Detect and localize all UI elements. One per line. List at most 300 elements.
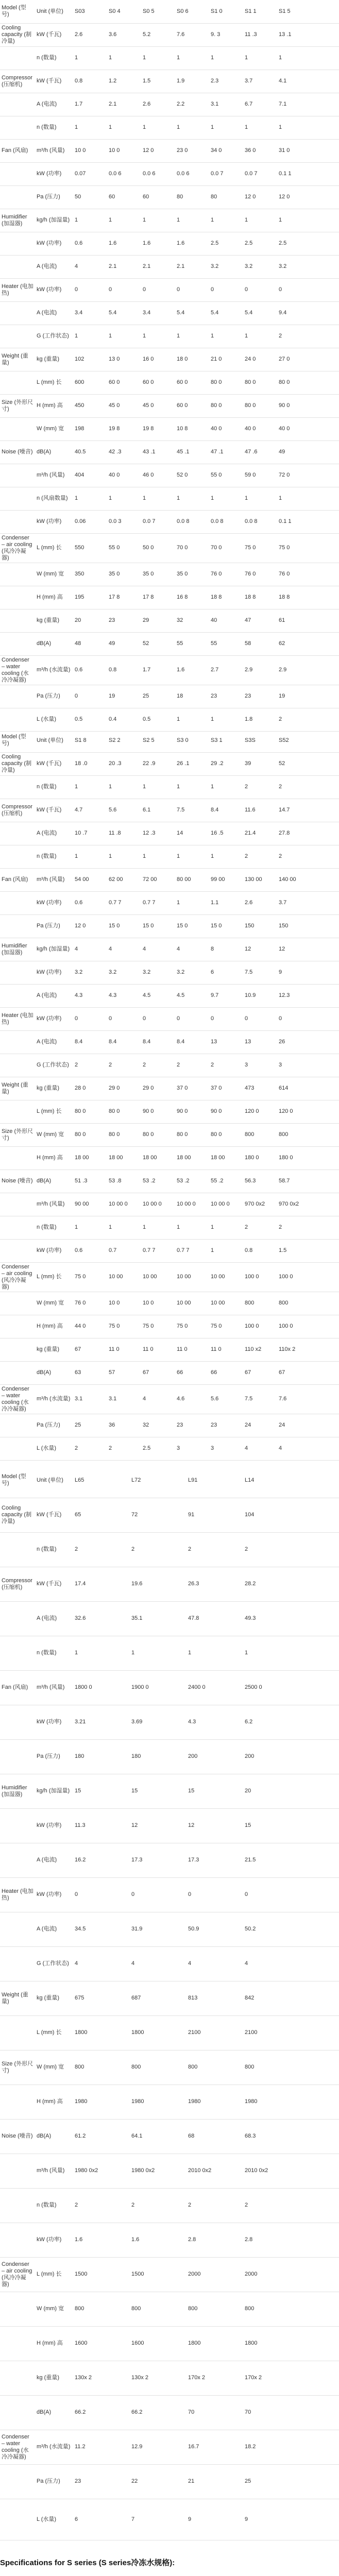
table-cell: 0.0 7 xyxy=(141,510,175,533)
table-cell: 54 00 xyxy=(73,868,107,891)
table-cell: 1.5 xyxy=(141,70,175,93)
table-cell: 18 xyxy=(175,685,209,708)
table-cell: 1 xyxy=(175,891,209,914)
table-cell: 10 8 xyxy=(175,417,209,440)
table-cell: 49 xyxy=(277,440,339,464)
table-cell: 0.0 7 xyxy=(209,162,243,185)
table-cell: 72 00 xyxy=(141,868,175,891)
row-unit-label: n (数量) xyxy=(35,116,73,139)
table-cell: 61 xyxy=(277,609,339,632)
table-cell: 4.3 xyxy=(107,984,141,1007)
table-cell: 1 xyxy=(175,845,209,868)
table-cell: 10 0 xyxy=(107,139,141,162)
table-row xyxy=(0,2223,339,2257)
table-cell: 2 xyxy=(243,845,277,868)
table-row xyxy=(0,799,339,822)
table-row xyxy=(0,116,339,139)
table-cell: 1 xyxy=(209,1216,243,1239)
table-cell: 53 .2 xyxy=(175,1170,209,1193)
table-cell: 26.3 xyxy=(187,1567,243,1601)
row-unit-label: kW (功率) xyxy=(35,961,73,984)
table-row xyxy=(0,2499,339,2540)
spec-table-3 xyxy=(0,1463,339,2540)
table-cell: 1.6 xyxy=(73,2223,130,2257)
table-cell: 18 8 xyxy=(243,586,277,609)
table-row xyxy=(0,1567,339,1601)
table-cell: 21.5 xyxy=(243,1843,339,1877)
row-item-label xyxy=(0,1705,35,1739)
row-item-label xyxy=(0,2154,35,2188)
table-cell: 10.9 xyxy=(243,984,277,1007)
row-unit-label: kg/h (加湿量) xyxy=(35,209,73,232)
table-cell: 1 xyxy=(73,116,107,139)
table-cell: 4 xyxy=(107,938,141,961)
table-cell: 100 0 xyxy=(277,1262,339,1292)
table-row xyxy=(0,609,339,632)
row-item-label xyxy=(0,1946,35,1981)
table-cell: 110x 2 xyxy=(277,1338,339,1361)
table-cell: 80 0 xyxy=(209,394,243,417)
table-cell: 10 .7 xyxy=(73,822,107,845)
table-cell: 18 00 xyxy=(141,1146,175,1170)
table-cell: 2 xyxy=(243,775,277,799)
table-cell: 2.5 xyxy=(243,232,277,255)
table-cell: 2.8 xyxy=(187,2223,243,2257)
table-cell: 29 .2 xyxy=(209,752,243,775)
table-cell: 18 00 xyxy=(175,1146,209,1170)
table-cell: 0.7 7 xyxy=(107,891,141,914)
table-cell: 1.8 xyxy=(243,708,277,731)
row-item-label xyxy=(0,961,35,984)
table-row xyxy=(0,2326,339,2361)
row-unit-label: kg (重量) xyxy=(35,1338,73,1361)
row-unit-label: G (工作状态) xyxy=(35,1054,73,1077)
table-cell: 2400 0 xyxy=(187,1670,243,1705)
row-item-label: Noise (噪音) xyxy=(0,2119,35,2154)
table-cell: 20 xyxy=(243,1774,339,1808)
table-cell: 29 0 xyxy=(141,1077,175,1100)
table-cell: 80 0 xyxy=(243,394,277,417)
table-cell: 12.9 xyxy=(130,2430,187,2464)
table-cell: 1 xyxy=(107,209,141,232)
table-row xyxy=(0,417,339,440)
table-cell: 11 .3 xyxy=(243,23,277,46)
table-cell: 2.9 xyxy=(277,655,339,685)
table-row xyxy=(0,1239,339,1262)
table-cell: 4 xyxy=(73,255,107,278)
table-row xyxy=(0,2050,339,2084)
row-item-label xyxy=(0,1361,35,1384)
table-cell: 47 .6 xyxy=(243,440,277,464)
table-cell: 1600 xyxy=(130,2326,187,2361)
row-item-label: Heater (电加热) xyxy=(0,1877,35,1912)
table-cell: 180 0 xyxy=(277,1146,339,1170)
table-cell: 4.6 xyxy=(175,1384,209,1414)
table-cell: 12 xyxy=(243,938,277,961)
table-cell: 1 xyxy=(141,116,175,139)
table-cell: 0.0 8 xyxy=(175,510,209,533)
table-cell: 2 xyxy=(209,1054,243,1077)
table-cell: 2 xyxy=(277,845,339,868)
table-row xyxy=(0,487,339,510)
table-cell: 614 xyxy=(277,1077,339,1100)
table-cell: 23 xyxy=(209,685,243,708)
table-cell: 34 0 xyxy=(209,139,243,162)
row-unit-label: Pa (压力) xyxy=(35,185,73,209)
table-cell: 66.2 xyxy=(130,2395,187,2430)
table-cell: 17.3 xyxy=(187,1843,243,1877)
table-row xyxy=(0,533,339,563)
table-cell: 2.5 xyxy=(141,1437,175,1460)
row-item-label xyxy=(0,984,35,1007)
table-row xyxy=(0,1739,339,1774)
table-cell: 15 0 xyxy=(141,914,175,938)
row-item-label xyxy=(0,1808,35,1843)
table-cell: 80 0 xyxy=(209,371,243,394)
table-cell: 12 .3 xyxy=(141,822,175,845)
table-cell: 27 0 xyxy=(277,348,339,371)
row-item-label xyxy=(0,1739,35,1774)
row-item-label xyxy=(0,2292,35,2326)
table-row xyxy=(0,2464,339,2499)
table-cell: 0.5 xyxy=(141,708,175,731)
table-cell: 1 xyxy=(175,325,209,348)
table-cell: 15 xyxy=(243,1808,339,1843)
table-cell: 80 0 xyxy=(107,1100,141,1123)
table-cell: 3.2 xyxy=(243,255,277,278)
table-row xyxy=(0,1808,339,1843)
table-row xyxy=(0,1007,339,1030)
table-cell: 0.06 xyxy=(73,510,107,533)
table-row xyxy=(0,2257,339,2292)
table-cell: 1 xyxy=(209,116,243,139)
table-cell: 195 xyxy=(73,586,107,609)
table-cell: 2 xyxy=(73,1532,130,1567)
table-cell: 800 xyxy=(130,2292,187,2326)
table-cell: 800 xyxy=(277,1123,339,1146)
table-row xyxy=(0,1170,339,1193)
table-cell: 91 xyxy=(187,1498,243,1532)
table-cell: 60 xyxy=(141,185,175,209)
table-cell: 67 xyxy=(277,1361,339,1384)
table-cell: L91 xyxy=(187,1463,243,1498)
row-item-label: Fan (风扇) xyxy=(0,1670,35,1705)
table-cell: 15 0 xyxy=(107,914,141,938)
table-cell: 1 xyxy=(73,775,107,799)
row-unit-label: dB(A) xyxy=(35,1170,73,1193)
table-cell: 2 xyxy=(277,1216,339,1239)
table-cell: 70 0 xyxy=(175,533,209,563)
table-cell: 17 8 xyxy=(107,586,141,609)
table-cell: 2 xyxy=(107,1437,141,1460)
row-item-label xyxy=(0,914,35,938)
table-row xyxy=(0,139,339,162)
table-cell: 4 xyxy=(243,1437,277,1460)
row-unit-label: m³/h (风量) xyxy=(35,868,73,891)
table-cell: 15 xyxy=(187,1774,243,1808)
row-item-label: Compressor (压缩机) xyxy=(0,799,35,822)
table-cell: 800 xyxy=(243,2292,339,2326)
row-item-label xyxy=(0,1437,35,1460)
row-unit-label: A (电流) xyxy=(35,1912,73,1946)
row-item-label xyxy=(0,775,35,799)
table-cell: 2.6 xyxy=(141,93,175,116)
table-cell: 23 xyxy=(209,1414,243,1437)
table-cell: 0 xyxy=(175,278,209,301)
table-cell: 67 xyxy=(141,1361,175,1384)
table-cell: 2 xyxy=(243,1532,339,1567)
row-unit-label: W (mm) 宽 xyxy=(35,563,73,586)
row-item-label: Condenser – air cooling (风冷冷凝器) xyxy=(0,2257,35,2292)
table-cell: 16.2 xyxy=(73,1843,130,1877)
row-item-label xyxy=(0,2499,35,2540)
table-cell: 2 xyxy=(175,1054,209,1077)
table-cell: 35 0 xyxy=(175,563,209,586)
row-item-label: Noise (噪音) xyxy=(0,1170,35,1193)
table-cell: 800 xyxy=(73,2050,130,2084)
table-cell: 1.6 xyxy=(175,655,209,685)
row-unit-label: kW (千瓦) xyxy=(35,752,73,775)
row-item-label xyxy=(0,185,35,209)
table-cell: 7.1 xyxy=(277,93,339,116)
row-unit-label: H (mm) 高 xyxy=(35,586,73,609)
row-unit-label: kW (功率) xyxy=(35,1808,73,1843)
table-cell: 7 xyxy=(130,2499,187,2540)
table-cell: S1 0 xyxy=(209,0,243,23)
table-row xyxy=(0,209,339,232)
table-cell: 21 0 xyxy=(209,348,243,371)
table-cell: 1 xyxy=(141,1216,175,1239)
row-item-label xyxy=(0,1239,35,1262)
table-cell: 180 xyxy=(130,1739,187,1774)
row-unit-label: A (电流) xyxy=(35,255,73,278)
table-cell: 3 xyxy=(175,1437,209,1460)
table-cell: 0 xyxy=(73,1877,130,1912)
table-cell: 1980 0x2 xyxy=(130,2154,187,2188)
spec-table-1 xyxy=(0,0,339,732)
table-cell: 24 xyxy=(277,1414,339,1437)
table-cell: 5.4 xyxy=(107,301,141,325)
row-unit-label: dB(A) xyxy=(35,2119,73,2154)
table-cell: 0.0 7 xyxy=(243,162,277,185)
row-unit-label: n (数量) xyxy=(35,1636,73,1670)
row-unit-label: kg (重量) xyxy=(35,2361,73,2395)
table-cell: 45 0 xyxy=(107,394,141,417)
row-item-label xyxy=(0,464,35,487)
table-cell: 800 xyxy=(243,2050,339,2084)
row-unit-label: L (mm) 长 xyxy=(35,2257,73,2292)
table-cell: 0.7 7 xyxy=(141,891,175,914)
row-unit-label: kW (功率) xyxy=(35,891,73,914)
row-item-label xyxy=(0,510,35,533)
table-cell: 1800 xyxy=(130,2015,187,2050)
table-row xyxy=(0,371,339,394)
table-cell: 90 0 xyxy=(141,1100,175,1123)
table-row xyxy=(0,632,339,655)
table-cell: 11.2 xyxy=(73,2430,130,2464)
table-cell: 0.8 xyxy=(243,1239,277,1262)
table-row xyxy=(0,348,339,371)
table-cell: 130x 2 xyxy=(130,2361,187,2395)
row-unit-label: n (数量) xyxy=(35,46,73,70)
table-row xyxy=(0,1262,339,1292)
table-cell: 25 xyxy=(243,2464,339,2499)
spec-table xyxy=(0,729,339,1461)
table-cell: 3.7 xyxy=(243,70,277,93)
table-cell: S1 5 xyxy=(277,0,339,23)
table-cell: 19 8 xyxy=(107,417,141,440)
table-cell: 2 xyxy=(73,1437,107,1460)
table-cell: 67 xyxy=(73,1338,107,1361)
table-cell: 75 0 xyxy=(73,1262,107,1292)
row-item-label xyxy=(0,609,35,632)
row-item-label xyxy=(0,301,35,325)
table-cell: 60 0 xyxy=(175,394,209,417)
table-cell: 3.4 xyxy=(73,301,107,325)
table-cell: 47.8 xyxy=(187,1601,243,1636)
table-cell: 2 xyxy=(141,1054,175,1077)
table-cell: 180 0 xyxy=(243,1146,277,1170)
row-unit-label: kW (千瓦) xyxy=(35,70,73,93)
row-unit-label: kW (功率) xyxy=(35,232,73,255)
table-cell: 0.6 xyxy=(73,1239,107,1262)
table-row xyxy=(0,2395,339,2430)
table-cell: 170x 2 xyxy=(187,2361,243,2395)
row-unit-label: n (风扇数量) xyxy=(35,487,73,510)
row-item-label xyxy=(0,1292,35,1315)
table-cell: 0 xyxy=(73,278,107,301)
table-cell: S52 xyxy=(277,729,339,752)
row-unit-label: kW (功率) xyxy=(35,2223,73,2257)
table-cell: 24 xyxy=(243,1414,277,1437)
table-cell: 1 xyxy=(209,1239,243,1262)
table-cell: 100 0 xyxy=(243,1262,277,1292)
table-row xyxy=(0,1463,339,1498)
row-unit-label: G (工作状态) xyxy=(35,325,73,348)
row-unit-label: Pa (压力) xyxy=(35,685,73,708)
table-cell: 2.1 xyxy=(141,255,175,278)
table-cell: 28 0 xyxy=(73,1077,107,1100)
table-cell: 4 xyxy=(130,1946,187,1981)
table-cell: 1 xyxy=(243,325,277,348)
table-cell: 2 xyxy=(107,1054,141,1077)
table-cell: 40 0 xyxy=(107,464,141,487)
table-cell: 16 .5 xyxy=(209,822,243,845)
table-cell: 58 xyxy=(243,632,277,655)
table-cell: 110 x2 xyxy=(243,1338,277,1361)
table-cell: 12 0 xyxy=(277,185,339,209)
table-cell: 150 xyxy=(243,914,277,938)
table-cell: 6 xyxy=(73,2499,130,2540)
table-row xyxy=(0,822,339,845)
table-cell: 1 xyxy=(141,209,175,232)
table-cell: 2.6 xyxy=(73,23,107,46)
row-item-label: Model (型号) xyxy=(0,729,35,752)
table-cell: 0.6 xyxy=(73,891,107,914)
table-cell: 1 xyxy=(243,487,277,510)
row-item-label: Heater (电加热) xyxy=(0,278,35,301)
table-cell: 7.5 xyxy=(175,799,209,822)
table-cell: 15 0 xyxy=(175,914,209,938)
row-item-label: Cooling capacity (制冷量) xyxy=(0,23,35,46)
table-cell: 15 xyxy=(130,1774,187,1808)
row-unit-label: m³/h (水流量) xyxy=(35,655,73,685)
table-row xyxy=(0,914,339,938)
table-cell: 80 0 xyxy=(277,371,339,394)
table-row xyxy=(0,510,339,533)
table-cell: 3.4 xyxy=(141,301,175,325)
table-row xyxy=(0,655,339,685)
table-cell: 46 0 xyxy=(141,464,175,487)
row-unit-label: m³/h (风量) xyxy=(35,464,73,487)
table-cell: 14 xyxy=(175,822,209,845)
row-item-label xyxy=(0,708,35,731)
row-item-label: Size (外形尺寸) xyxy=(0,394,35,417)
row-item-label xyxy=(0,1216,35,1239)
row-item-label xyxy=(0,371,35,394)
row-item-label xyxy=(0,2015,35,2050)
table-cell: 0.8 xyxy=(73,70,107,93)
table-cell: 60 0 xyxy=(107,371,141,394)
table-cell: 4 xyxy=(175,938,209,961)
table-cell: 1 xyxy=(107,845,141,868)
table-cell: 4.3 xyxy=(187,1705,243,1739)
table-cell: S2 5 xyxy=(141,729,175,752)
table-cell: 10 00 xyxy=(209,1262,243,1292)
table-cell: 2000 xyxy=(187,2257,243,2292)
table-cell: 350 xyxy=(73,563,107,586)
table-cell: 44 0 xyxy=(73,1315,107,1338)
table-row xyxy=(0,1193,339,1216)
table-cell: 55 .2 xyxy=(209,1170,243,1193)
table-cell: 10 00 xyxy=(175,1262,209,1292)
table-cell: 100 0 xyxy=(277,1315,339,1338)
table-row xyxy=(0,938,339,961)
table-cell: 10 00 0 xyxy=(175,1193,209,1216)
table-cell: 120 0 xyxy=(243,1100,277,1123)
table-cell: 22 xyxy=(130,2464,187,2499)
row-item-label xyxy=(0,1601,35,1636)
table-cell: 10 00 xyxy=(209,1292,243,1315)
table-cell: 3.1 xyxy=(209,93,243,116)
table-cell: 11 0 xyxy=(107,1338,141,1361)
table-cell: 90 0 xyxy=(277,394,339,417)
table-cell: 80 0 xyxy=(73,1123,107,1146)
table-cell: 4.5 xyxy=(141,984,175,1007)
table-cell: 6 xyxy=(209,961,243,984)
table-row xyxy=(0,1030,339,1054)
table-cell: 1 xyxy=(175,775,209,799)
table-cell: 18 00 xyxy=(209,1146,243,1170)
row-item-label: Condenser – water cooling (水冷冷凝器) xyxy=(0,655,35,685)
row-unit-label: A (电流) xyxy=(35,1843,73,1877)
table-cell: 1980 xyxy=(73,2084,130,2119)
table-cell: 970 0x2 xyxy=(243,1193,277,1216)
table-cell: 1 xyxy=(73,487,107,510)
table-cell: 5.2 xyxy=(141,23,175,46)
table-cell: 17 8 xyxy=(141,586,175,609)
table-cell: S0 5 xyxy=(141,0,175,23)
row-unit-label: m³/h (风量) xyxy=(35,1193,73,1216)
row-item-label: Cooling capacity (制冷量) xyxy=(0,1498,35,1532)
row-item-label: Model (型号) xyxy=(0,0,35,23)
row-unit-label: L (mm) 长 xyxy=(35,2015,73,2050)
row-unit-label: kg (重量) xyxy=(35,348,73,371)
table-cell: 2 xyxy=(187,2188,243,2223)
table-cell: 1800 0 xyxy=(73,1670,130,1705)
table-cell: 6.7 xyxy=(243,93,277,116)
table-cell: 11 0 xyxy=(209,1338,243,1361)
